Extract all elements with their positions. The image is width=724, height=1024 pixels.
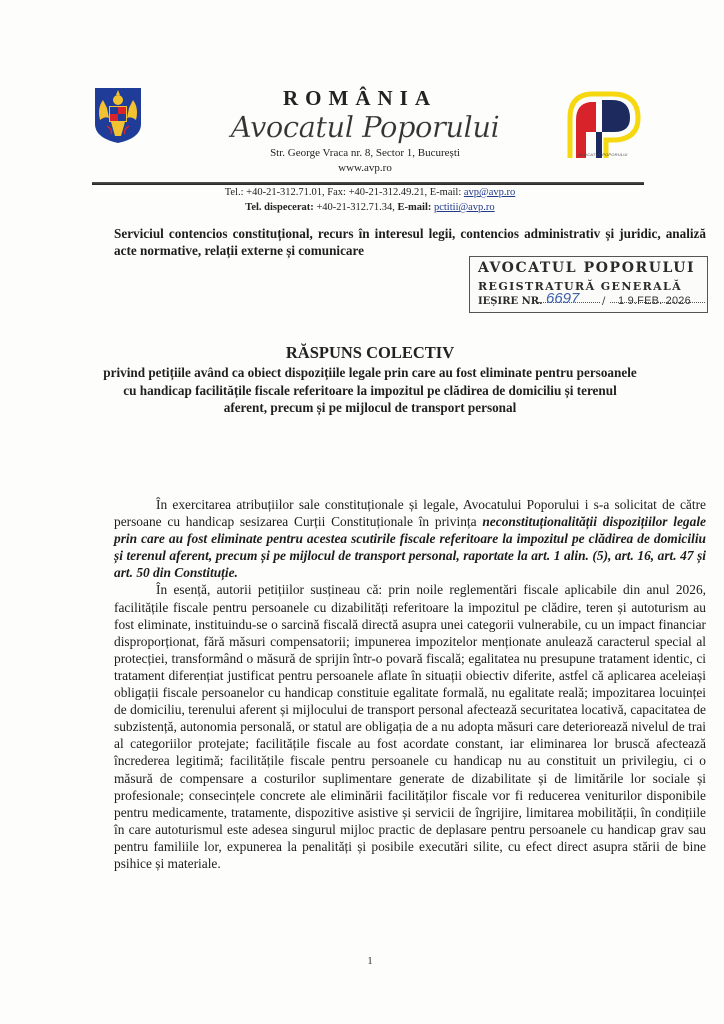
header-institution-name: Avocatul Poporului: [230, 110, 500, 144]
dispatch-email-label: E-mail:: [397, 202, 432, 213]
document-body: [114, 496, 706, 872]
contact-phone-fax: Tel.: +40-21-312.71.01, Fax: +40-21-312.49.21, E-mail:: [224, 187, 464, 198]
romania-coat-of-arms-icon: [93, 86, 143, 144]
stamp-exit-line: [478, 290, 703, 307]
header-website: www.avp.ro: [338, 162, 392, 174]
stamp-registry: REGISTRATURĂ GENERALĂ: [478, 280, 683, 293]
document-title: RĂSPUNS COLECTIV: [285, 343, 455, 362]
stamp-institution: AVOCATUL POPORULUI: [478, 260, 696, 276]
registry-stamp: [469, 256, 708, 313]
stamp-exit-label: IEȘIRE NR.: [478, 296, 543, 307]
contact-email-link[interactable]: avp@avp.ro: [463, 187, 516, 198]
department-name: Serviciul contencios constituțional, recurs în interesul legii, contencios administrativ și juridic, analiză acte normative, relații externe și comunicare: [114, 226, 706, 258]
stamp-registration-number: 6697: [546, 290, 580, 307]
paragraph-1: [114, 496, 706, 581]
header-address: Str. George Vraca nr. 8, Sector 1, București: [270, 147, 460, 159]
header-country: ROMÂNIA: [283, 86, 437, 110]
stamp-date: 1 9.FEB. 2026: [618, 295, 691, 307]
dispatch-phone: +40-21-312.71.34,: [313, 202, 398, 213]
avp-logo-caption: AVOCATUL POPORULUI: [578, 152, 628, 157]
paragraph-2: În esență, autorii petițiilor susțineau că: prin noile reglementări fiscale aplicabile din anul 2026, facilitățile fiscale pentru persoanele cu dizabilități referitoare la impozitul pe clădire, teren și autoturism au fost eliminate, instituindu-se o sarcină fiscală directă asupra unei categorii vulnerabile, cu un impact financiar disproporționat, fără măsuri compensatorii; impunerea impozitelor menționate anulează caracterul special al protecției, transformând o măsură de sprijin într-o povară fiscală; egalitatea nu presupune tratament identic, ci tratament diferențiat justificat pentru persoanele aflate în situații obiectiv diferite, astfel că aplicarea aceleiași obligații fiscale persoanelor cu handicap constituie egalitate formală, nu egalitate reală; impozitarea locuinței de domiciliu, terenului aferent și mijlocului de transport personal afectează securitatea locativă, capacitatea de subzistență, autonomia personală, or statul are obligația de a nu adopta măsuri care deteriorează nivelul de trai al categoriilor protejate; facilitățile fiscale au fost acordate constant, iar eliminarea lor bruscă afectează încrederea legitimă; facilitățile fiscale pentru persoanele cu handicap nu au constituit un privilegiu, ci o măsură de compensare a costurilor suplimentare generate de dizabilitate și de limitările lor sociale și profesionale; consecințele concrete ale eliminării facilităților fiscale vor fi reducerea veniturilor disponibile pentru medicamente, tratamente, dispozitive asistive și servicii de îngrijire, limitarea mobilității, în condițiile în care autoturismul este adesea singurul mijloc practic de deplasare pentru persoanele cu handicap grav sau pentru familiile lor, expunerea la penalități și posibile executări silite, cu efect direct asupra stării de bine psihice și materiale.: [114, 582, 706, 871]
paragraph-1-emphasis: neconstituționalității dispozițiilor legale prin care au fost eliminate pentru acestea scutirile fiscale referitoare la impozitul pe clădirea de domiciliu și terenul aferent, precum și pe mijlocul de transport personal, raportate la art. 1 alin. (5), art. 16, art. 47 și art. 50 din Constituție.: [114, 514, 706, 581]
paragraph-1-text: În exercitarea atribuțiilor sale constituționale și legale, Avocatului Poporului i s-a solicitat de către persoane cu handicap sesizarea Curții Constituționale în privința: [114, 497, 706, 530]
document-subtitle: privind petițiile având ca obiect dispozițiile legale prin care au fost eliminate pentru persoanele cu handicap facilitățile fiscale referitoare la impozitul pe clădirea de domiciliu și terenul aferent, precum și pe mijlocul de transport personal: [103, 365, 637, 415]
dispatch-label: Tel. dispecerat:: [245, 202, 314, 213]
stamp-separator: /: [602, 296, 606, 307]
header-contact-line-1: [90, 187, 650, 198]
avp-logo-icon: [562, 88, 642, 160]
header-divider: [92, 182, 644, 185]
header-contact-line-2: [90, 202, 650, 213]
page-number: 1: [367, 955, 373, 967]
dispatch-email-link[interactable]: pctitii@avp.ro: [433, 202, 495, 213]
